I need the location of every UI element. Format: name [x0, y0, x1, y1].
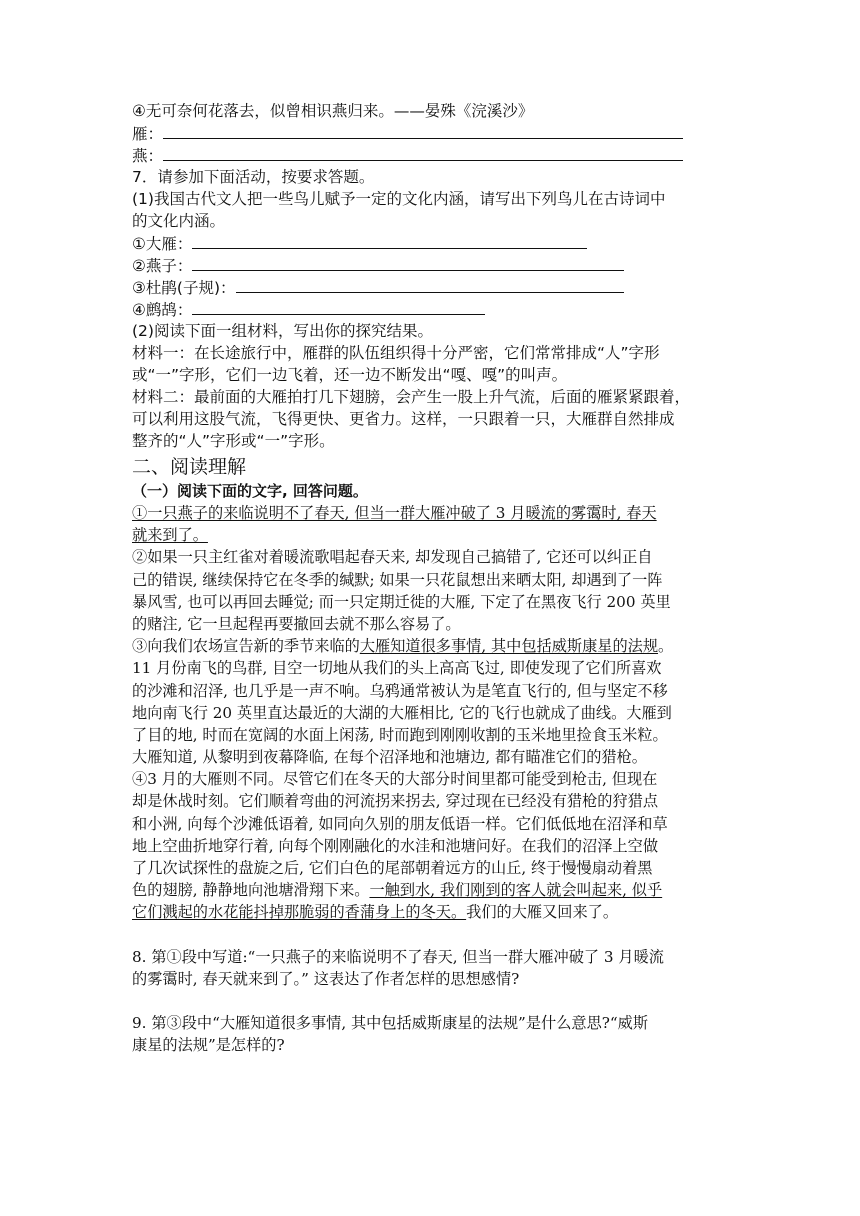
underlined-sentence: 大雁知道很多事情, 其中包括威斯康星的法规: [359, 637, 659, 656]
answer-label-yan: 雁：: [132, 125, 164, 143]
paragraph-3-line: 地向南飞行 20 英里直达最近的大湖的大雁相比, 它的飞行也就成了曲线。大雁到: [132, 703, 672, 722]
paragraph-3-prefix: ③向我们农场宣告新的季节来临的: [132, 637, 360, 656]
paragraph-4-line: ④3 月的大雁则不同。尽管它们在冬天的大部分时间里都可能受到枪击, 但现在: [132, 770, 658, 789]
q7-part1-line: 的文化内涵。: [132, 212, 226, 230]
paragraph-3-suffix: 。: [658, 637, 674, 656]
section-heading: 二、阅读理解: [132, 456, 247, 478]
answer-blank-partridge[interactable]: [192, 298, 485, 315]
paragraph-3-line: 11 月份南飞的鸟群, 目空一切地从我们的头上高高飞过, 即使发现了它们所喜欢: [132, 659, 662, 678]
paragraph-4-line: [132, 901, 740, 923]
paragraph-2-line: ②如果一只主红雀对着暖流歌唱起春天来, 却发现自己搞错了, 它还可以纠正自: [132, 548, 653, 567]
bird-label: ②燕子：: [132, 257, 193, 275]
question-8-line: 的雾霭时, 春天就来到了。” 这表达了作者怎样的思想感情?: [132, 969, 520, 988]
q7-part1-line: (1)我国古代文人把一些鸟儿赋予一定的文化内涵，请写出下列鸟儿在古诗词中: [132, 190, 666, 208]
underlined-sentence: ①一只燕子的来临说明不了春天, 但当一群大雁冲破了 3 月暖流的雾霭时, 春天: [132, 504, 657, 522]
bird-label: ③杜鹃(子规)：: [132, 279, 236, 297]
paragraph-2-line: 暴风雪, 也可以再回去睡觉; 而一只定期迁徙的大雁, 下定了在黑夜飞行 200 英里: [132, 592, 671, 611]
q7-part2: (2)阅读下面一组材料，写出你的探究结果。: [132, 322, 433, 340]
underlined-sentence: 它们溅起的水花能抖掉那脆弱的香蒲身上的冬天。: [132, 903, 467, 922]
question-9-line: 康星的法规”是怎样的?: [132, 1036, 285, 1055]
answer-line-swallow: [132, 144, 740, 166]
material2-line: 可以利用这股气流，飞得更快、更省力。这样，一只跟着一只，大雁群自然排成: [132, 410, 675, 428]
paragraph-4-line: 和小洲, 向每个沙滩低语着, 如同向久别的朋友低语一样。它们低低地在沼泽和草: [132, 814, 668, 833]
bird-line-partridge: [132, 298, 740, 320]
bird-line-wild-goose: [132, 232, 740, 254]
answer-blank-swallow[interactable]: [163, 144, 683, 161]
paragraph-4-line: 地上空曲折地穿行着, 向每个刚刚融化的水洼和池塘问好。在我们的沼泽上空做: [132, 836, 659, 855]
spacer: [132, 924, 740, 946]
bird-line-swallow: [132, 254, 740, 276]
underlined-sentence: 一触到水, 我们刚到的客人就会叫起来, 似乎: [369, 881, 663, 900]
paragraph-4-line: 了几次试探性的盘旋之后, 它们白色的尾部朝着远方的山丘, 终于慢慢扇动着黑: [132, 859, 653, 877]
answer-blank-swallow-culture[interactable]: [192, 254, 624, 271]
answer-blank-cuckoo[interactable]: [236, 276, 624, 293]
paragraph-3-line: [132, 635, 740, 657]
material1-line: 或“一”字形，它们一边飞着，还一边不断发出“嘎、嘎”的叫声。: [132, 366, 568, 384]
spacer: [132, 990, 740, 1012]
paragraph-4-prefix: 色的翅膀, 静静地向池塘滑翔下来。: [132, 881, 370, 900]
paragraph-1-line: [132, 524, 740, 546]
bird-label: ①大雁：: [132, 235, 193, 253]
material2-line: 整齐的“人”字形或“一”字形。: [132, 432, 335, 450]
bird-label: ④鹧鸪：: [132, 301, 193, 319]
paragraph-3-line: 了目的地, 时而在宽阔的水面上闲荡, 时而跑到刚刚收割的玉米地里捡食玉米粒。: [132, 725, 668, 744]
underlined-sentence: 就来到了。: [132, 526, 208, 545]
paragraph-4-line: 却是休战时刻。它们顺着弯曲的河流拐来拐去, 穿过现在已经没有猎枪的狩猎点: [132, 792, 659, 811]
paragraph-2-line: 的赌注, 它一旦起程再要撤回去就不那么容易了。: [132, 614, 461, 633]
paragraph-1-line: [132, 502, 740, 524]
poem-line: ④无可奈何花落去，似曾相识燕归来。——晏殊《浣溪沙》: [132, 102, 534, 120]
paragraph-4-line: [132, 879, 740, 901]
paragraph-3-line: 大雁知道, 从黎明到夜幕降临, 在每个沼泽地和池塘边, 都有瞄准它们的猎枪。: [132, 748, 647, 767]
answer-blank-yan[interactable]: [163, 122, 683, 139]
question-8-line: 8. 第①段中写道:“一只燕子的来临说明不了春天, 但当一群大雁冲破了 3 月暖流: [132, 947, 664, 966]
paragraph-4-suffix: 我们的大雁又回来了。: [466, 903, 618, 922]
worksheet-page: [132, 100, 740, 1056]
material1-line: 材料一：在长途旅行中，雁群的队伍组织得十分严密，它们常常排成“人”字形: [132, 344, 660, 362]
material2-line: 材料二：最前面的大雁拍打几下翅膀，会产生一股上升气流，后面的雁紧紧跟着，: [132, 388, 691, 406]
bird-line-cuckoo: [132, 276, 740, 298]
q7-title: 7．请参加下面活动，按要求答题。: [132, 168, 375, 186]
paragraph-2-line: 己的错误, 继续保持它在冬季的缄默; 如果一只花鼠想出来晒太阳, 却遇到了一阵: [132, 570, 663, 589]
subsection-heading: （一）阅读下面的文字, 回答问题。: [132, 482, 368, 500]
answer-line-yan: [132, 122, 740, 144]
answer-label-swallow: 燕：: [132, 147, 164, 165]
answer-blank-wild-goose[interactable]: [192, 232, 587, 249]
paragraph-3-line: 的沙滩和沼泽, 也几乎是一声不响。乌鸦通常被认为是笔直飞行的, 但与坚定不移: [132, 681, 668, 700]
question-9-line: 9. 第③段中“大雁知道很多事情, 其中包括威斯康星的法规”是什么意思?“威斯: [132, 1013, 649, 1032]
